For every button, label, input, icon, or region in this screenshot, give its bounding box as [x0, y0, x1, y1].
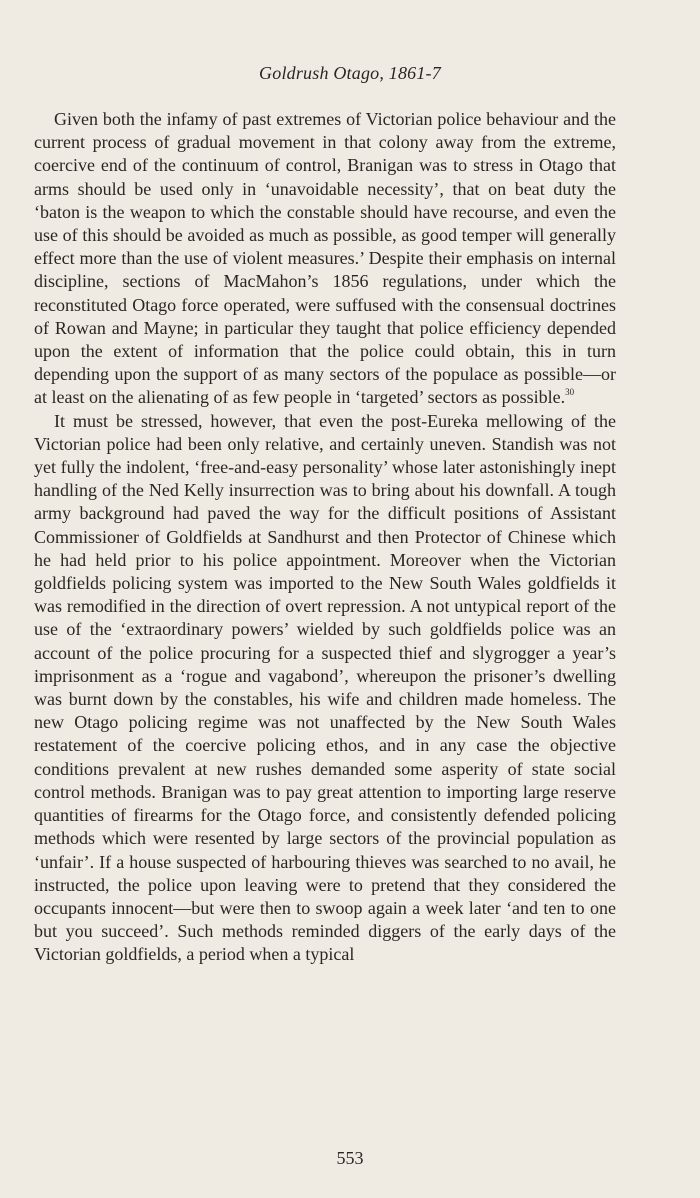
body-text — [34, 108, 616, 967]
paragraph-1-text: Given both the infamy of past extremes of Victorian police behaviour and the current process of gradual movement in that colony away from the extreme, coercive end of the continuum of control, Branigan was to stress in Otago that arms should be used only in ‘unavoidable necessity’, that on beat duty the ‘baton is the weapon to which the constable should have recourse, and even the use of this should be avoided as much as possible, as good temper will generally effect more than the use of violent measures.’ Despite their emphasis on internal discipline, sections of MacMahon’s 1856 regulations, under which the reconstituted Otago force operated, were suffused with the consensual doctrines of Rowan and Mayne; in particular they taught that police efficiency depended upon the extent of information that the police could obtain, this in turn depending upon the support of as many sectors of the populace as possible—or at least on the alienating of as few people in ‘targeted’ sectors as possible. — [34, 109, 616, 408]
running-header: Goldrush Otago, 1861-7 — [259, 63, 441, 83]
paragraph-2: It must be stressed, however, that even the post-Eureka mellowing of the Victorian police had been only relative, and certainly uneven. Standish was not yet fully the indolent, ‘free-and-easy personality’ whose later astonishingly inept handling of the Ned Kelly insurrection was to bring about his downfall. A tough army background had paved the way for the difficult positions of Assistant Commissioner of Goldfields at Sandhurst and then Protector of Chinese which he had held prior to his police appointment. Moreover when the Victorian goldfields policing system was imported to the New South Wales goldfields it was remodified in the direction of overt repression. A not untypical report of the use of the ‘extraordinary powers’ wielded by such goldfields police was an account of the police procuring for a suspected thief and slygrogger a year’s imprisonment as a ‘rogue and vagabond’, whereupon the prisoner’s dwelling was burnt down by the constables, his wife and children made homeless. The new Otago policing regime was not unaffected by the New South Wales restatement of the coercive policing ethos, and in any case the objective conditions prevalent at new rushes demanded some asperity of state social control methods. Branigan was to pay great attention to importing large reserve quantities of firearms for the Otago force, and consistently defended policing methods which were resented by large sectors of the provincial population as ‘unfair’. If a house suspected of harbouring thieves was searched to no avail, he instructed, the police upon leaving were to pretend that they considered the occupants innocent—but were then to swoop again a week later ‘and ten to one but you succeed’. Such methods reminded diggers of the early days of the Victorian goldfields, a period when a typical — [34, 410, 616, 965]
footnote-reference-30: 30 — [565, 387, 575, 398]
page-number: 553 — [336, 1148, 364, 1168]
paragraph-1 — [34, 108, 616, 410]
